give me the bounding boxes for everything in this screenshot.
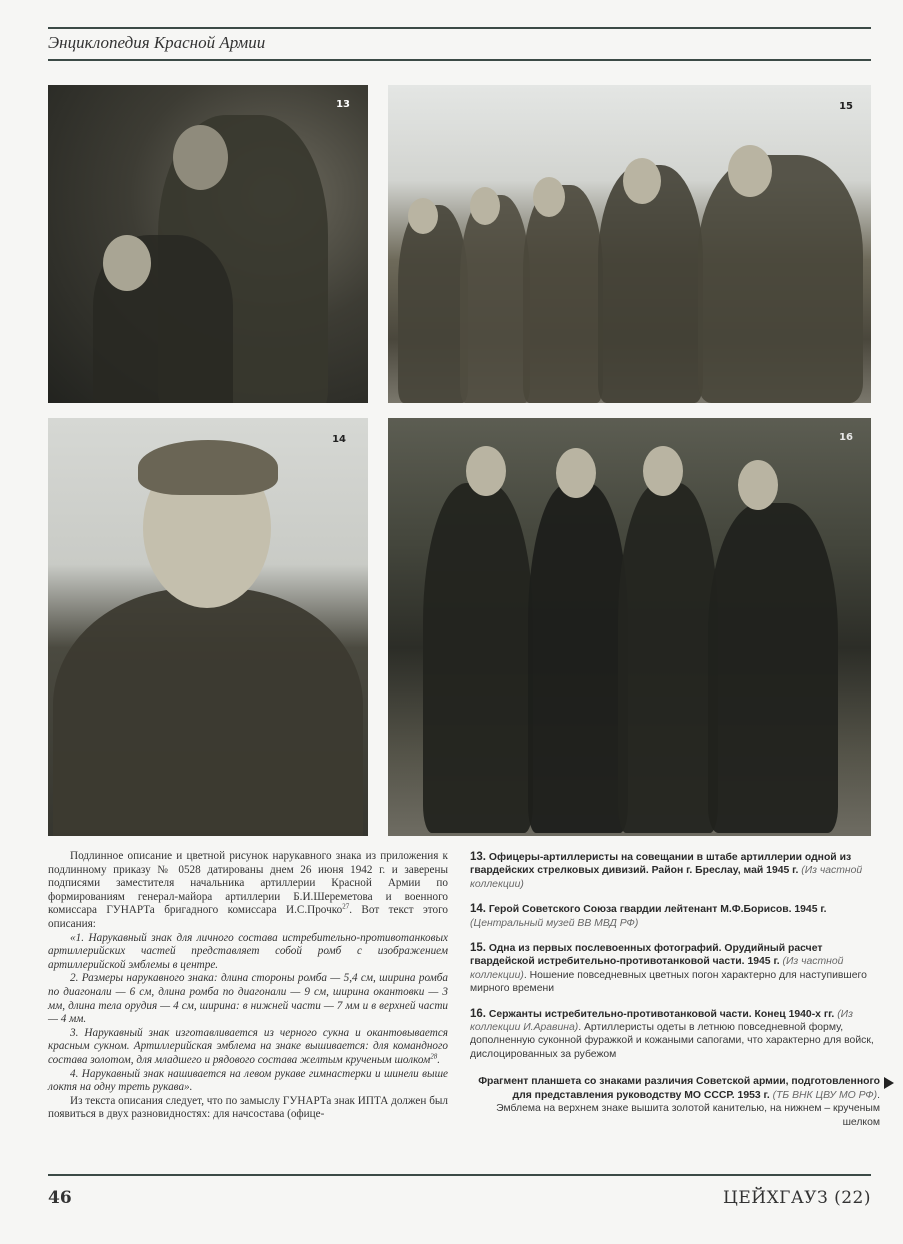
photo-number: 13 [336,99,350,110]
footer-rule [48,1174,871,1176]
footnote-ref: 28 [430,1052,438,1061]
arrow-right-icon [884,1077,894,1089]
quote-item: 4. Нарукавный знак нашивается на левом рукаве гимнастерки и шинели выше локтя на одну треть рукава». [48,1067,448,1094]
caption-15: 15. Одна из первых послевоенных фотографий. Орудийный расчет гвардейской истребительно-противотанковой части. 1945 г. (Из частной коллекции). Ношение повседневных цветных погон характерно для наступившего мирного времени [470,942,867,995]
magazine-title: ЦЕЙХГАУЗ (22) [723,1188,871,1208]
photo-number: 15 [839,101,853,112]
photo-15 [388,85,871,403]
header-rule-top [48,27,871,29]
photo-14 [48,418,368,836]
photo-number: 16 [839,432,853,443]
paragraph: Подлинное описание и цветной рисунок нарукавного знака из приложения к подлинному приказу № 0528 датированы днем 26 июня 1942 г. и заверены подписями заместителя начальника артиллерии Красной Армии по формированиям генерал-майора артиллерии Б.И.Шереметова и военного комиссара ГУНАРТа бригадного комиссара И.С.Прочко$^{27}$. Вот текст этого описания: [48,850,448,930]
quote-item: 2. Размеры нарукавного знака: длина стороны ромба — 5,4 см, ширина ромба по диагонали — 6 см, длина ромба по диагонали — 9 см, ширина окантовки — 3 мм, длина тела орудия — 4 см, ширина: в нижней части — 7 мм и в верхней части — 4 мм. [48,972,448,1026]
article-body [48,850,448,1122]
running-header: Энциклопедия Красной Армии [48,33,266,52]
caption-13: 13. Офицеры-артиллеристы на совещании в штабе артиллерии одной из гвардейских стрелковых дивизий. Район г. Бреслау, май 1945 г. (Из частной коллекции) [470,851,863,890]
quote-item: 3. Нарукавный знак изготавливается из черного сукна и окантовывается красным сукном. Артиллерийская эмблема на знаке вышивается: для командного состава золотом, для младшего и рядового состава желтым крученым шолком$^{28}$. [48,1026,448,1066]
photo-16 [388,418,871,836]
photo-number: 14 [332,434,346,445]
caption-16: 16. Сержанты истребительно-противотанковой части. Конец 1940-х гг. (Из коллекции И.Аравина). Артиллеристы одеты в летнюю повседневной форму, дополненную суконной фуражкой и кожаными сапогами, что характерно для войск, дислоцированных за рубежом [470,1007,874,1060]
photo-13 [48,85,368,403]
quote-item: «1. Нарукавный знак для личного состава истребительно-противотанковых артиллерийских частей представляет собой ромб с изображением артиллерийской эмблемы в центре. [48,931,448,971]
side-caption: Фрагмент планшета со знаками различия Советской армии, подготовленного для представления руководству МО СССР. 1953 г. (ТБ ВНК ЦВУ МО РФ). Эмблема на верхнем знаке вышита золотой канителью, на нижнем – крученым шелком [470,1075,880,1129]
paragraph: Из текста описания следует, что по замыслу ГУНАРТа знак ИПТА должен был появиться в двух разновидностях: для начсостава (офице- [48,1094,448,1121]
caption-14: 14. Герой Советского Союза гвардии лейтенант М.Ф.Борисов. 1945 г. (Центральный музей ВВ МВД РФ) [470,903,827,929]
photo-captions [470,851,880,1141]
header-rule-bottom [48,59,871,61]
page-number: 46 [48,1188,72,1208]
footnote-ref: 27 [342,902,350,911]
